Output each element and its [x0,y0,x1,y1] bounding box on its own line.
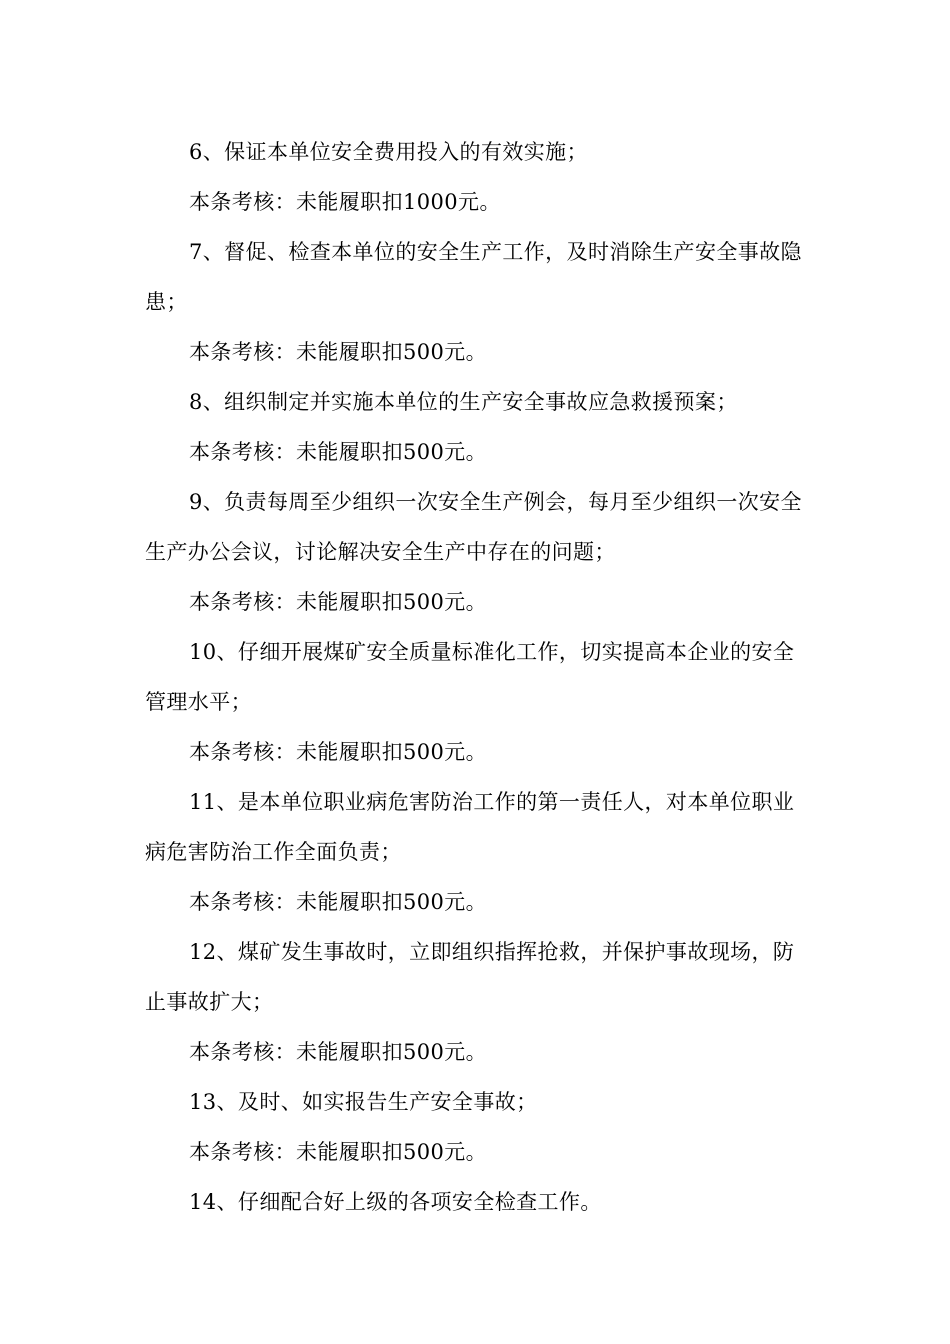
paragraph-item-6: 6、保证本单位安全费用投入的有效实施； [189,140,588,164]
assessment-item-6: 本条考核：未能履职扣1000元。 [189,190,501,214]
paragraph-item-9: 9、负责每周至少组织一次安全生产例会，每月至少组织一次安全生产办公会议，讨论解决安全生产中存在的问题； [145,490,802,564]
assessment-item-12: 本条考核：未能履职扣500元。 [189,1040,488,1064]
assessment-item-9: 本条考核：未能履职扣500元。 [189,590,488,614]
paragraph-item-10: 10、仔细开展煤矿安全质量标准化工作，切实提高本企业的安全管理水平； [145,640,795,714]
paragraph-item-13: 13、及时、如实报告生产安全事故； [189,1090,538,1114]
document-body [145,127,810,1227]
paragraph-item-8: 8、组织制定并实施本单位的生产安全事故应急救援预案； [189,390,738,414]
assessment-item-11: 本条考核：未能履职扣500元。 [189,890,488,914]
assessment-item-7: 本条考核：未能履职扣500元。 [189,340,488,364]
assessment-item-13: 本条考核：未能履职扣500元。 [189,1140,488,1164]
paragraph-item-11: 11、是本单位职业病危害防治工作的第一责任人，对本单位职业病危害防治工作全面负责； [145,790,795,864]
paragraph-item-14: 14、仔细配合好上级的各项安全检查工作。 [189,1190,602,1214]
paragraph-item-12: 12、煤矿发生事故时，立即组织指挥抢救，并保护事故现场，防止事故扩大； [145,940,795,1014]
paragraph-item-7: 7、督促、检查本单位的安全生产工作，及时消除生产安全事故隐患； [145,240,802,314]
assessment-item-10: 本条考核：未能履职扣500元。 [189,740,488,764]
assessment-item-8: 本条考核：未能履职扣500元。 [189,440,488,464]
